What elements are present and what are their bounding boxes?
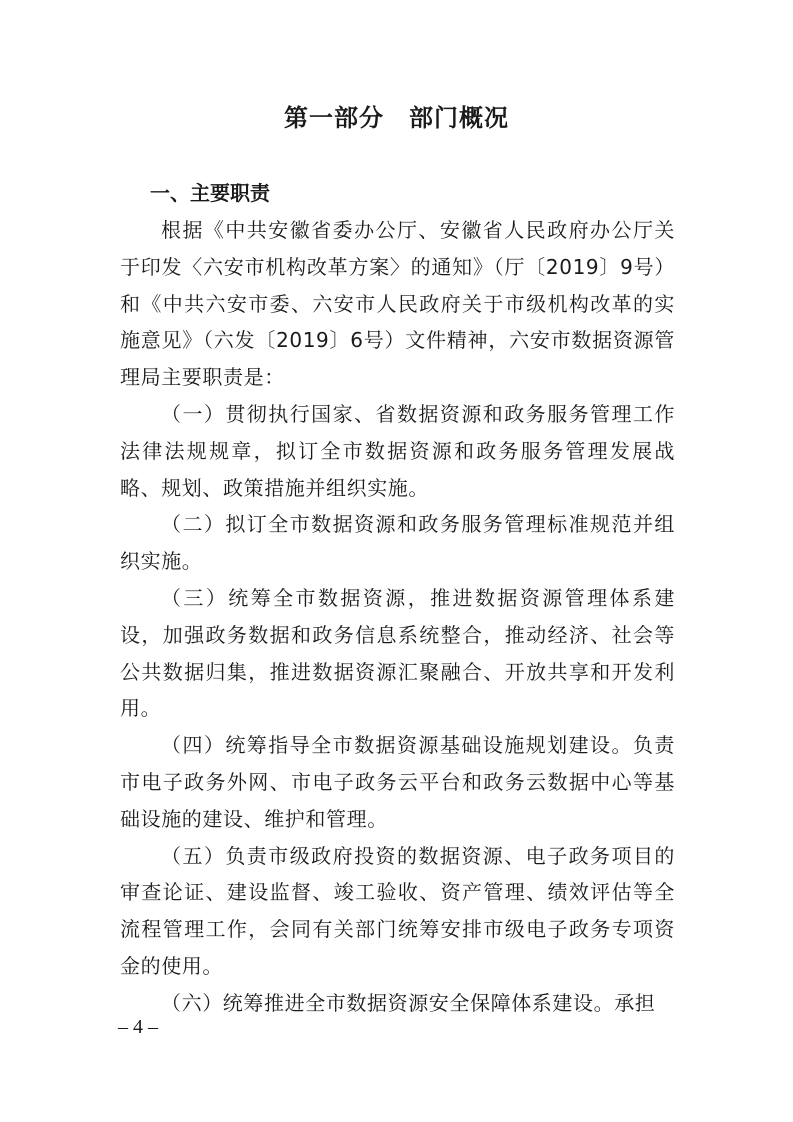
paragraph-duty-2: （二）拟订全市数据资源和政务服务管理标准规范并组织实施。 [120, 512, 675, 574]
paragraph-duty-5: （五）负责市级政府投资的数据资源、电子政务项目的审查论证、建设监督、竣工验收、资产管理、绩效评估等全流程管理工作，会同有关部门统筹安排市级电子政务专项资金的使用。 [120, 843, 675, 978]
paragraph-intro: 根据《中共安徽省委办公厅、安徽省人民政府办公厅关于印发〈六安市机构改革方案〉的通知》（厅〔2019〕9号）和《中共六安市委、六安市人民政府关于市级机构改革的实施意见》（六发〔2019〕6号）文件精神，六安市数据资源管理局主要职责是： [120, 218, 675, 390]
paragraph-duty-1: （一）贯彻执行国家、省数据资源和政务服务管理工作法律法规规章，拟订全市数据资源和政务服务管理发展战略、规划、政策措施并组织实施。 [120, 401, 675, 500]
page-title: 第一部分 部门概况 [284, 104, 509, 132]
paragraph-duty-3: （三）统筹全市数据资源，推进数据资源管理体系建设，加强政务数据和政务信息系统整合，推动经济、社会等公共数据归集，推进数据资源汇聚融合、开放共享和开发利用。 [120, 585, 675, 721]
paragraph-duty-4: （四）统筹指导全市数据资源基础设施规划建设。负责市电子政务外网、市电子政务云平台和政务云数据中心等基础设施的建设、维护和管理。 [120, 733, 675, 831]
section-heading: 一、主要职责 [150, 181, 270, 205]
paragraph-duty-6: （六）统筹推进全市数据资源安全保障体系建设。承担 [161, 990, 656, 1015]
body-text [120, 212, 675, 1022]
page-number: – 4 – [118, 1016, 158, 1038]
